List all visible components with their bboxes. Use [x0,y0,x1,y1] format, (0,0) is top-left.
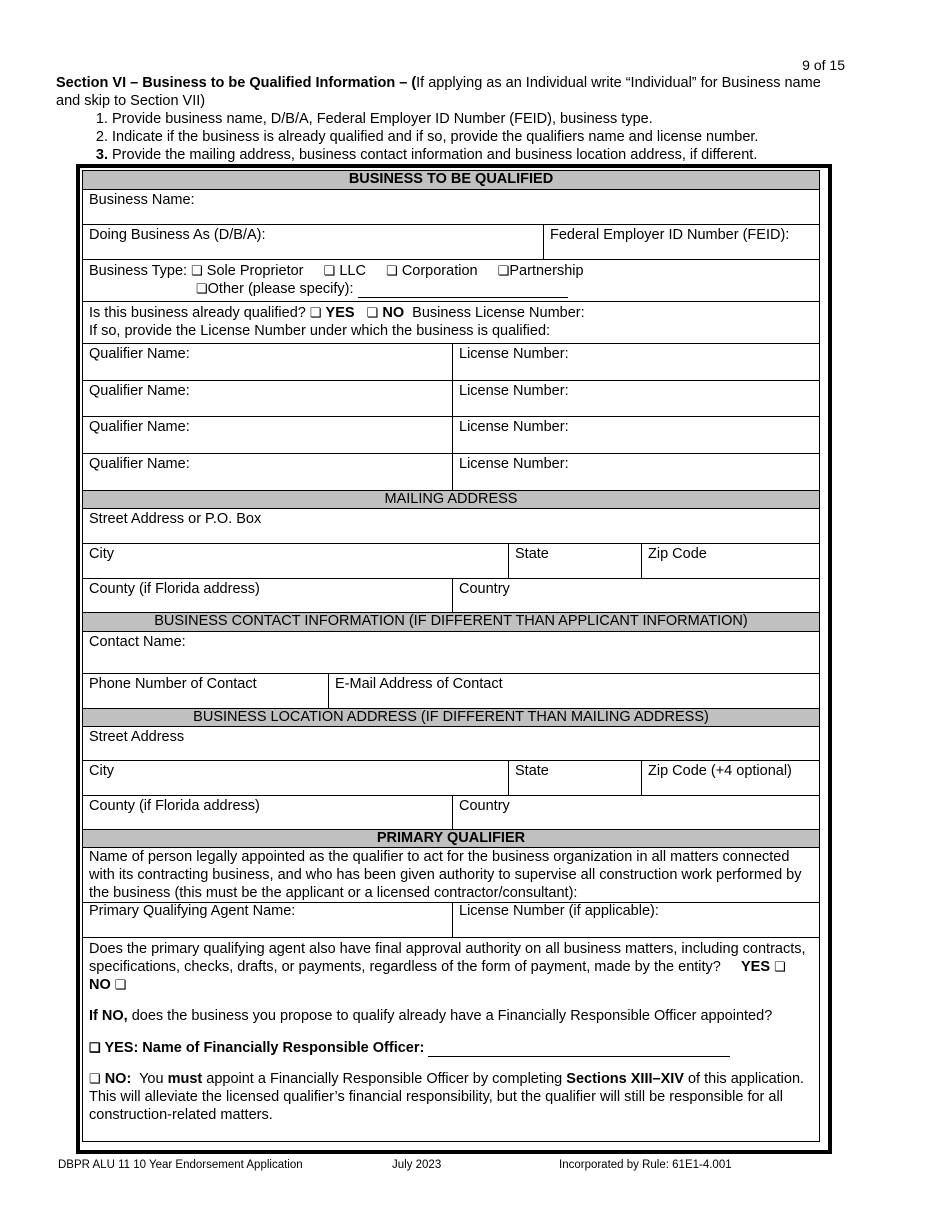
business-type-field: Business Type: ❏ Sole Proprietor ❏ LLC ❏ Corporation ❏Partnership ❏Other (please specify): [89,263,584,297]
fro-name-line[interactable] [428,1042,730,1057]
section-intro [56,74,846,164]
feid-field[interactable]: Federal Employer ID Number (FEID): [543,225,819,259]
fro-yes-line: ❏ YES: Name of Financially Responsible Officer: [89,1039,813,1057]
primary-desc-row [83,848,819,903]
checkbox-icon[interactable]: ❏ [196,281,208,296]
checkbox-icon[interactable]: ❏ [89,1040,101,1055]
checkbox-icon[interactable]: ❏ [366,305,379,320]
mailing-county-field[interactable]: County (if Florida address) [89,581,260,597]
mailing-zip-field[interactable]: Zip Code [641,544,819,578]
instruction-step: 3. Provide the mailing address, business contact information and business location address, if different. [112,146,846,164]
primary-qualifier-description: Name of person legally appointed as the qualifier to act for the business organization in all matters connected with its contracting business, and who has been given authority to supervise all construction work performed by the business (this must be the applicant or a licensed contractor/consultant): [89,849,802,901]
location-county-row [83,796,819,830]
location-street-row [83,727,819,761]
header-primary-qualifier: PRIMARY QUALIFIER [83,830,819,848]
checkbox-icon[interactable]: ❏ [191,263,203,278]
header-mailing-address: MAILING ADDRESS [83,491,819,509]
location-city-row [83,761,819,796]
qualifier-name-field[interactable]: Qualifier Name: [89,383,190,399]
mailing-street-row [83,509,819,544]
qualifier-row [83,454,819,491]
page-number: 9 of 15 [802,57,845,73]
instruction-step: 1. Provide business name, D/B/A, Federal Employer ID Number (FEID), business type. [112,110,846,128]
form-frame [76,164,832,1154]
qualifier-name-field[interactable]: Qualifier Name: [89,456,190,472]
final-approval-content [83,938,819,1147]
checkbox-icon[interactable]: ❏ [386,263,398,278]
location-zip-field[interactable]: Zip Code (+4 optional) [641,761,819,795]
location-street-field[interactable]: Street Address [89,729,185,745]
license-number-field[interactable]: License Number: [452,454,819,490]
pqa-row [83,903,819,938]
footer-date: July 2023 [392,1159,442,1171]
business-form [82,170,820,1142]
mailing-county-row [83,579,819,613]
location-country-field[interactable]: Country [452,796,819,829]
instructions-list [56,110,846,164]
mailing-city-row [83,544,819,579]
checkbox-icon[interactable]: ❏ [774,959,786,974]
dba-row [83,225,819,260]
business-type-row [83,260,819,302]
checkbox-icon[interactable]: ❏ [309,305,322,320]
final-approval-block [83,938,819,1147]
pqa-license-field[interactable]: License Number (if applicable): [452,903,819,937]
already-qualified-row [83,302,819,344]
footer-form-id: DBPR ALU 11 10 Year Endorsement Application [58,1159,303,1171]
location-county-field[interactable]: County (if Florida address) [89,798,260,814]
license-number-field[interactable]: License Number: [452,381,819,416]
location-state-field[interactable]: State [508,761,641,795]
fro-no-text: ❏ NO: You must appoint a Financially Responsible Officer by completing Sections XIII–XIV of this application. This will alleviate the licensed qualifier’s financial responsibility, but the qualifier will still be responsible for all construction-related matters. [89,1071,805,1123]
instruction-step: 2. Indicate if the business is already qualified and if so, provide the qualifiers name and license number. [112,128,846,146]
mailing-city-field[interactable]: City [89,546,114,562]
final-approval-question: Does the primary qualifying agent also have final approval authority on all business matters, including contracts, specifications, checks, drafts, or payments, regardless of the form of payment, made by the entity? YES ❏ NO ❏ [89,941,806,993]
qualifier-row [83,344,819,381]
mailing-street-field[interactable]: Street Address or P.O. Box [89,511,262,527]
mailing-state-field[interactable]: State [508,544,641,578]
footer-rule: Incorporated by Rule: 61E1-4.001 [559,1159,732,1171]
qualifier-name-field[interactable]: Qualifier Name: [89,346,190,362]
mailing-country-field[interactable]: Country [452,579,819,612]
qualifier-row [83,381,819,417]
contact-phone-row [83,674,819,709]
business-name-field[interactable]: Business Name: [89,192,195,208]
checkbox-icon[interactable]: ❏ [323,263,336,278]
business-name-row[interactable] [83,190,819,225]
contact-name-row [83,632,819,674]
dba-field[interactable]: Doing Business As (D/B/A): [89,227,266,243]
qualifier-name-field[interactable]: Qualifier Name: [89,419,190,435]
location-city-field[interactable]: City [89,763,114,779]
qualifier-row [83,417,819,454]
license-number-field[interactable]: License Number: [452,344,819,380]
contact-email-field[interactable]: E-Mail Address of Contact [328,674,819,708]
checkbox-icon[interactable]: ❏ [89,1071,101,1086]
header-business-contact: BUSINESS CONTACT INFORMATION (IF DIFFERENT THAN APPLICANT INFORMATION) [83,613,819,632]
checkbox-icon[interactable]: ❏ [497,263,510,278]
license-number-field[interactable]: License Number: [452,417,819,453]
checkbox-icon[interactable]: ❏ [114,977,127,992]
already-qualified-field: Is this business already qualified? ❏ YES ❏ NO Business License Number: If so, provide the License Number under which the business is qualified: [89,305,585,339]
header-business-to-be-qualified: BUSINESS TO BE QUALIFIED [83,171,819,190]
contact-name-field[interactable]: Contact Name: [89,634,186,650]
if-no-question: If NO, does the business you propose to qualify already have a Financially Responsible Officer appointed? [89,1008,773,1024]
other-specify-line[interactable] [358,283,568,298]
pqa-name-field[interactable]: Primary Qualifying Agent Name: [89,903,296,919]
header-business-location: BUSINESS LOCATION ADDRESS (IF DIFFERENT THAN MAILING ADDRESS) [83,709,819,727]
contact-phone-field[interactable]: Phone Number of Contact [89,676,257,692]
section-heading: Section VI – Business to be Qualified Information – (If applying as an Individual write “Individual” for Business name and skip to Section VII) [56,75,821,109]
